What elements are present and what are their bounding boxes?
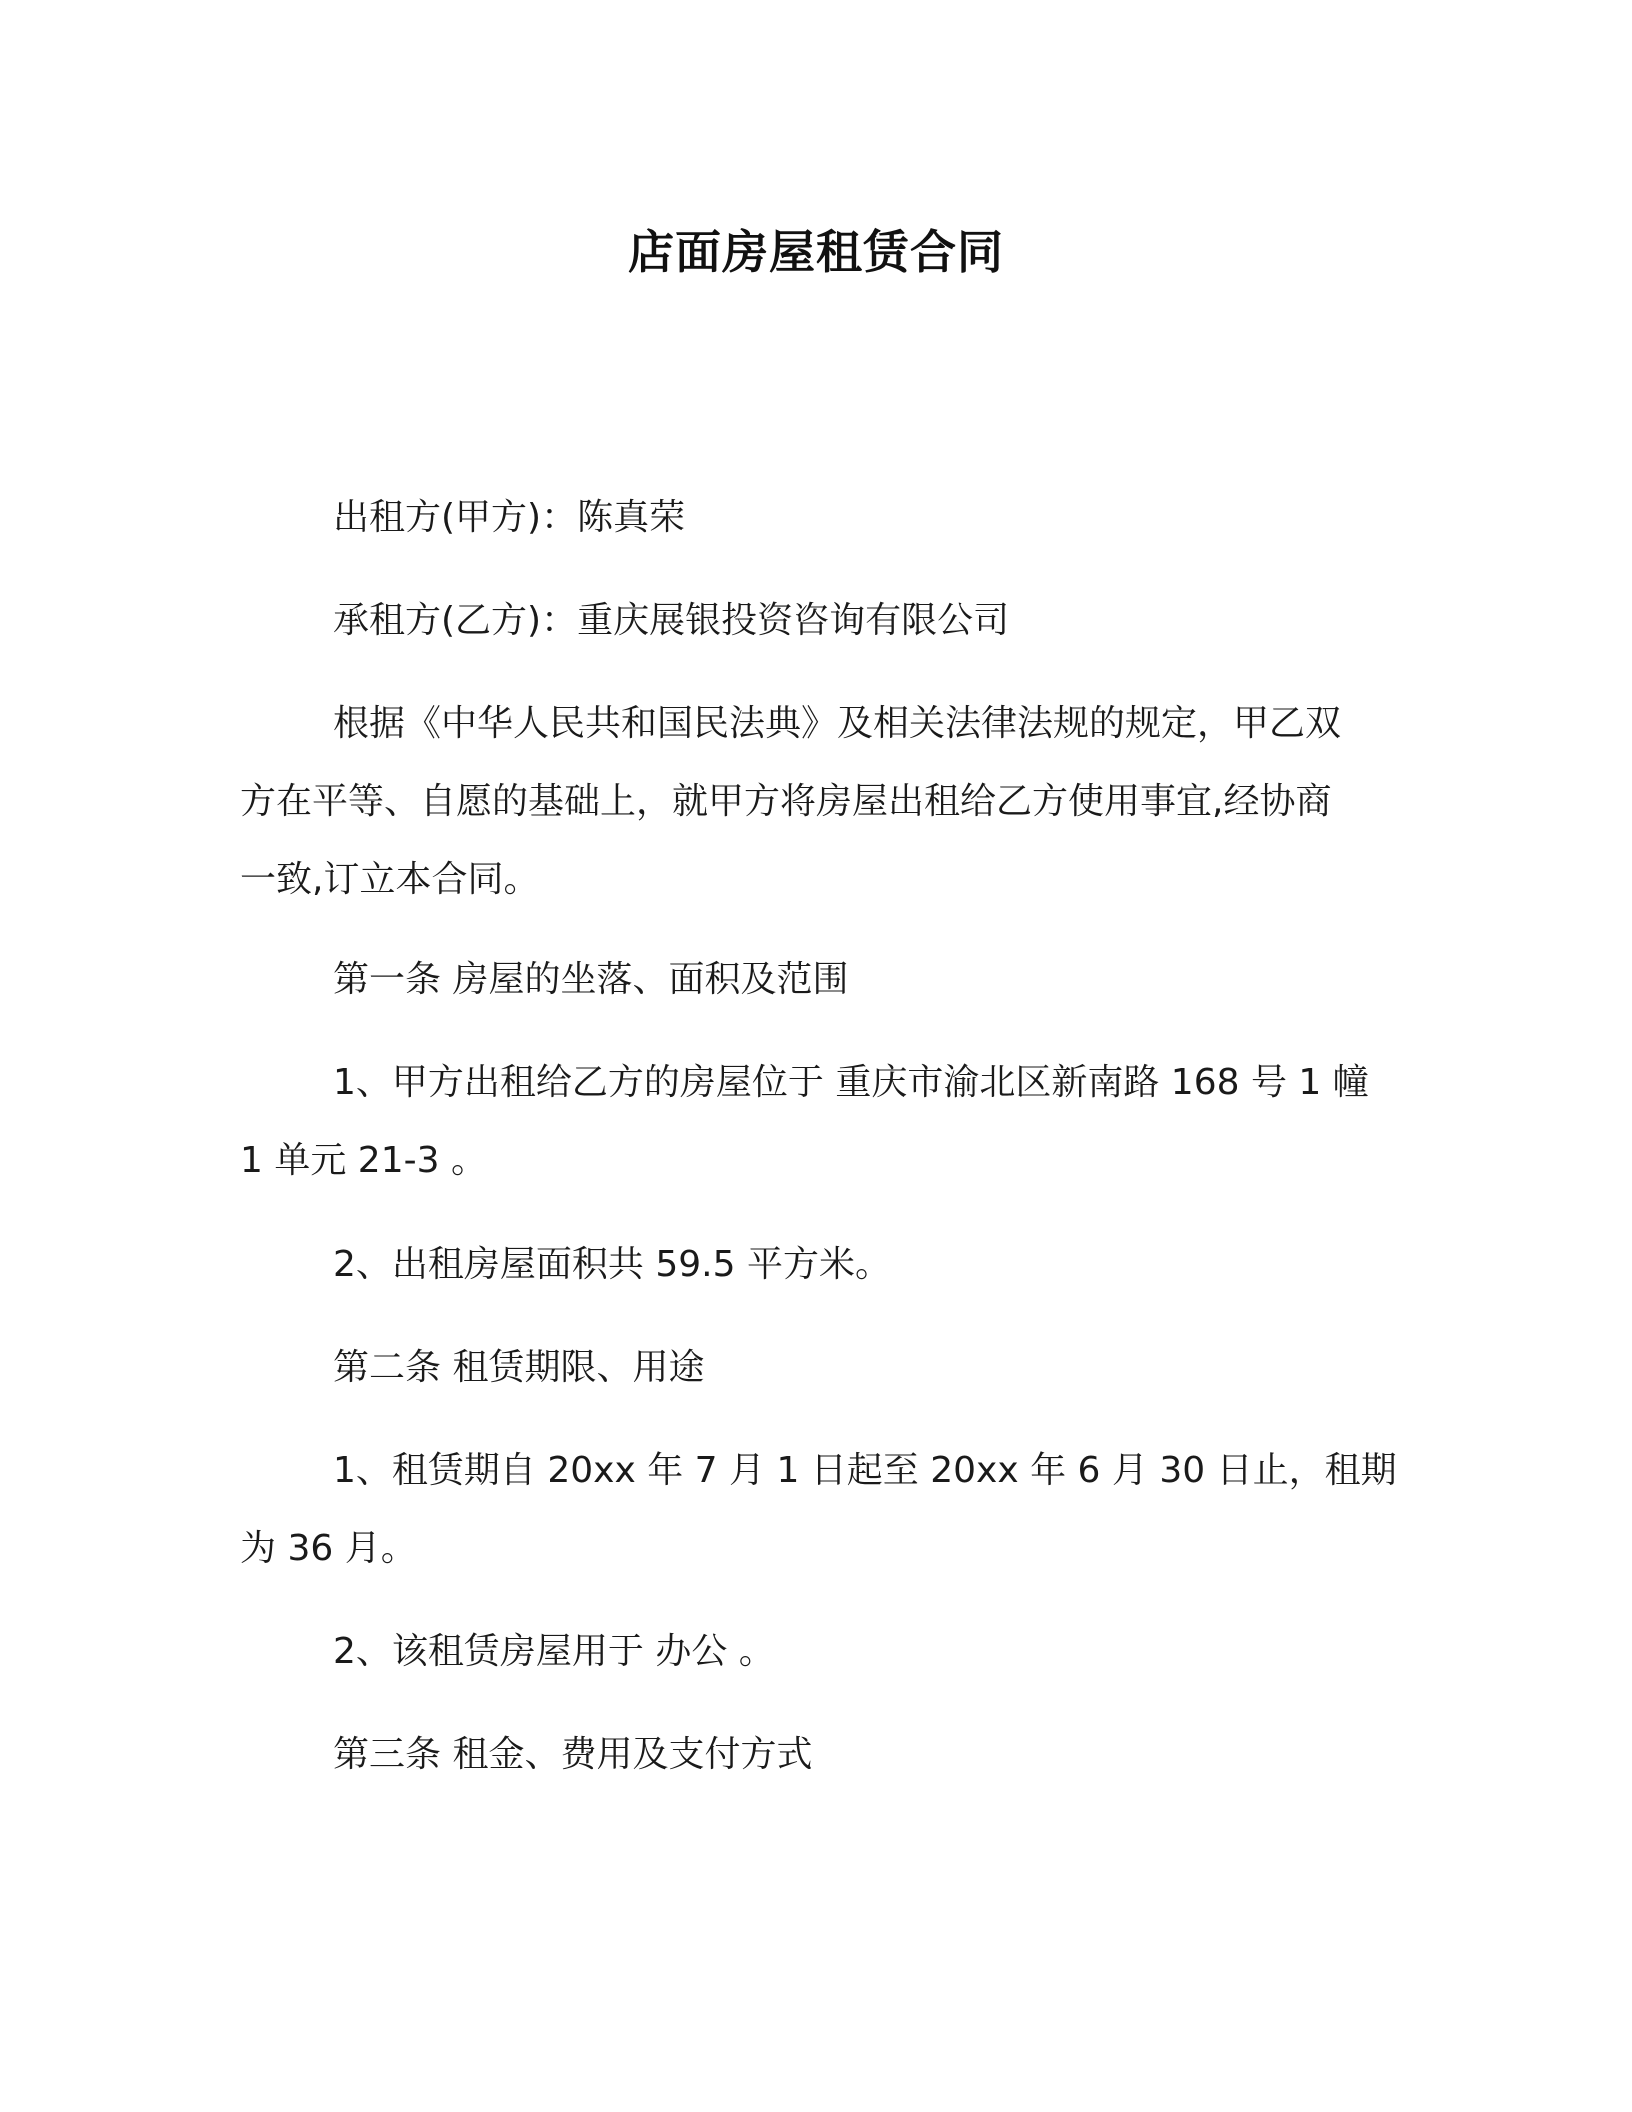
article-2-item-1-line-1: 1、租赁期自 20xx 年 7 月 1 日起至 20xx 年 6 月 30 日止，租期 bbox=[333, 1450, 1397, 1491]
article-2-item-2: 2、该租赁房屋用于 办公 。 bbox=[333, 1631, 775, 1672]
lessee-line: 承租方(乙方)：重庆展银投资咨询有限公司 bbox=[333, 600, 1010, 641]
preamble-line-3: 一致,订立本合同。 bbox=[240, 859, 540, 900]
article-1-item-2: 2、出租房屋面积共 59.5 平方米。 bbox=[333, 1244, 891, 1285]
article-1-item-1-line-2: 1 单元 21-3 。 bbox=[240, 1140, 487, 1181]
article-2-heading: 第二条 租赁期限、用途 bbox=[333, 1347, 705, 1388]
article-1-heading: 第一条 房屋的坐落、面积及范围 bbox=[333, 959, 849, 1000]
preamble-line-1: 根据《中华人民共和国民法典》及相关法律法规的规定，甲乙双 bbox=[333, 703, 1342, 744]
article-1-item-1-line-1: 1、甲方出租给乙方的房屋位于 重庆市渝北区新南路 168 号 1 幢 bbox=[333, 1062, 1369, 1103]
article-2-item-1-line-2: 为 36 月。 bbox=[240, 1528, 417, 1569]
preamble-line-2: 方在平等、自愿的基础上，就甲方将房屋出租给乙方使用事宜,经协商 bbox=[240, 781, 1332, 822]
document-title: 店面房屋租赁合同 bbox=[628, 225, 1004, 279]
lessor-line: 出租方(甲方)：陈真荣 bbox=[333, 497, 686, 538]
article-3-heading: 第三条 租金、费用及支付方式 bbox=[333, 1734, 813, 1775]
